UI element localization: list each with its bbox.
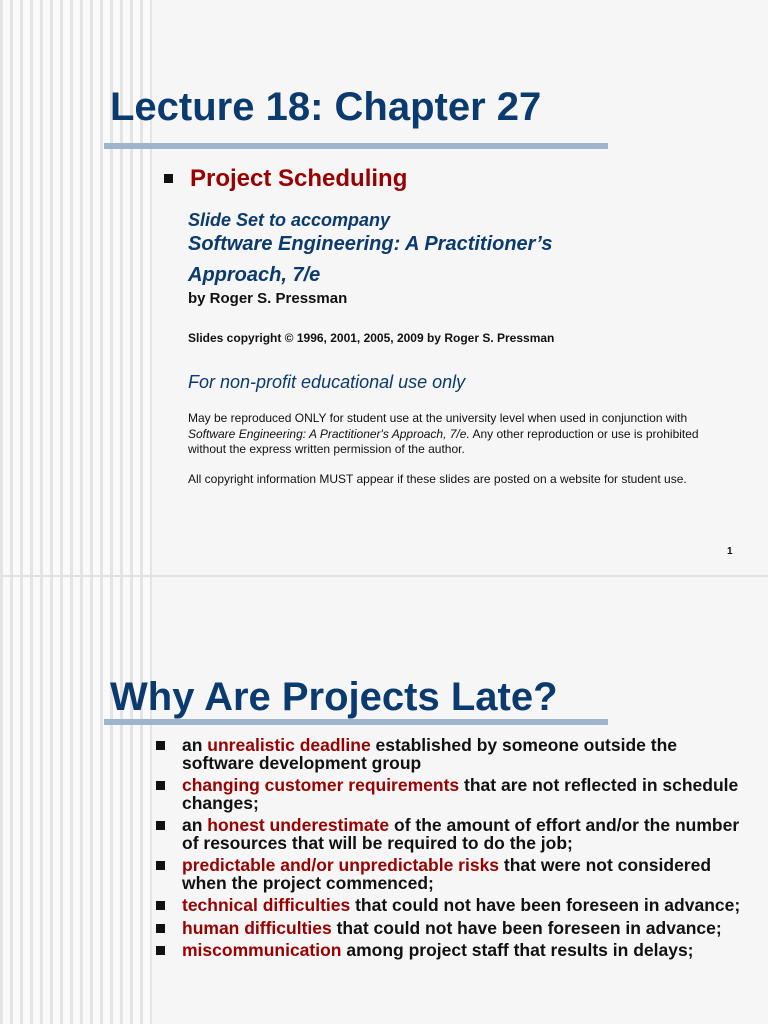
page-number: 1 <box>727 546 733 557</box>
list-item <box>0 857 742 892</box>
item-prefix: an <box>182 815 208 835</box>
item-highlight: changing customer requirements <box>182 775 460 795</box>
item-highlight: unrealistic deadline <box>207 735 371 755</box>
item-rest: that were not considered when the project commenced; <box>182 855 712 893</box>
slide-title: Why Are Projects Late? <box>110 675 558 719</box>
list-item <box>0 917 742 938</box>
slide-set-label: Slide Set to accompany <box>188 210 391 230</box>
list-item <box>0 942 742 960</box>
slide-2 <box>0 577 768 1024</box>
list-item <box>0 737 742 772</box>
square-bullet-icon <box>164 174 173 183</box>
book-title-line-1: Software Engineering: A Practitioner’s <box>188 233 553 255</box>
square-bullet-icon <box>156 901 165 910</box>
reproduction-text-after: Any other reproduction or use is prohibited without the express written permission of the author. <box>188 426 699 456</box>
square-bullet-icon <box>156 946 165 955</box>
reproduction-text-before: May be reproduced ONLY for student use at the university level when used in conjunction with <box>188 411 688 425</box>
reproduction-notice <box>188 411 708 458</box>
list-item <box>0 897 742 915</box>
item-rest: that could not have been foreseen in advance; <box>350 895 741 915</box>
square-bullet-icon <box>156 924 165 933</box>
item-rest: that are not reflected in schedule changes; <box>182 775 739 813</box>
slide-title: Lecture 18: Chapter 27 <box>110 85 542 129</box>
square-bullet-icon <box>156 861 165 870</box>
item-rest: among project staff that results in delays; <box>341 940 694 960</box>
reproduction-book-title: Software Engineering: A Practitioner's Approach, 7/e. <box>188 426 470 441</box>
title-underline <box>104 143 608 149</box>
bullet-list <box>0 737 768 965</box>
item-rest: of the amount of effort and/or the number of resources that will be required to do the job; <box>182 815 740 853</box>
item-rest: established by someone outside the software development group <box>182 735 678 773</box>
copyright-notice: All copyright information MUST appear if these slides are posted on a website for student use. <box>188 472 687 486</box>
square-bullet-icon <box>156 741 165 750</box>
copyright-line: Slides copyright © 1996, 2001, 2005, 2009 by Roger S. Pressman <box>188 331 555 345</box>
item-highlight: human difficulties <box>182 917 332 938</box>
item-highlight: honest underestimate <box>207 815 390 835</box>
item-highlight: miscommunication <box>182 940 342 960</box>
item-highlight: predictable and/or unpredictable risks <box>182 855 500 875</box>
item-highlight: technical difficulties <box>182 895 351 915</box>
square-bullet-icon <box>156 821 165 830</box>
item-rest: that could not have been foreseen in advance; <box>331 917 722 938</box>
square-bullet-icon <box>156 781 165 790</box>
topic-heading: Project Scheduling <box>190 165 408 192</box>
list-item <box>0 817 742 852</box>
item-prefix: an <box>182 735 208 755</box>
author-line: by Roger S. Pressman <box>188 290 348 307</box>
nonprofit-notice: For non-profit educational use only <box>188 372 466 392</box>
title-underline <box>104 719 608 725</box>
book-title-line-2: Approach, 7/e <box>188 264 321 286</box>
list-item <box>0 777 742 812</box>
